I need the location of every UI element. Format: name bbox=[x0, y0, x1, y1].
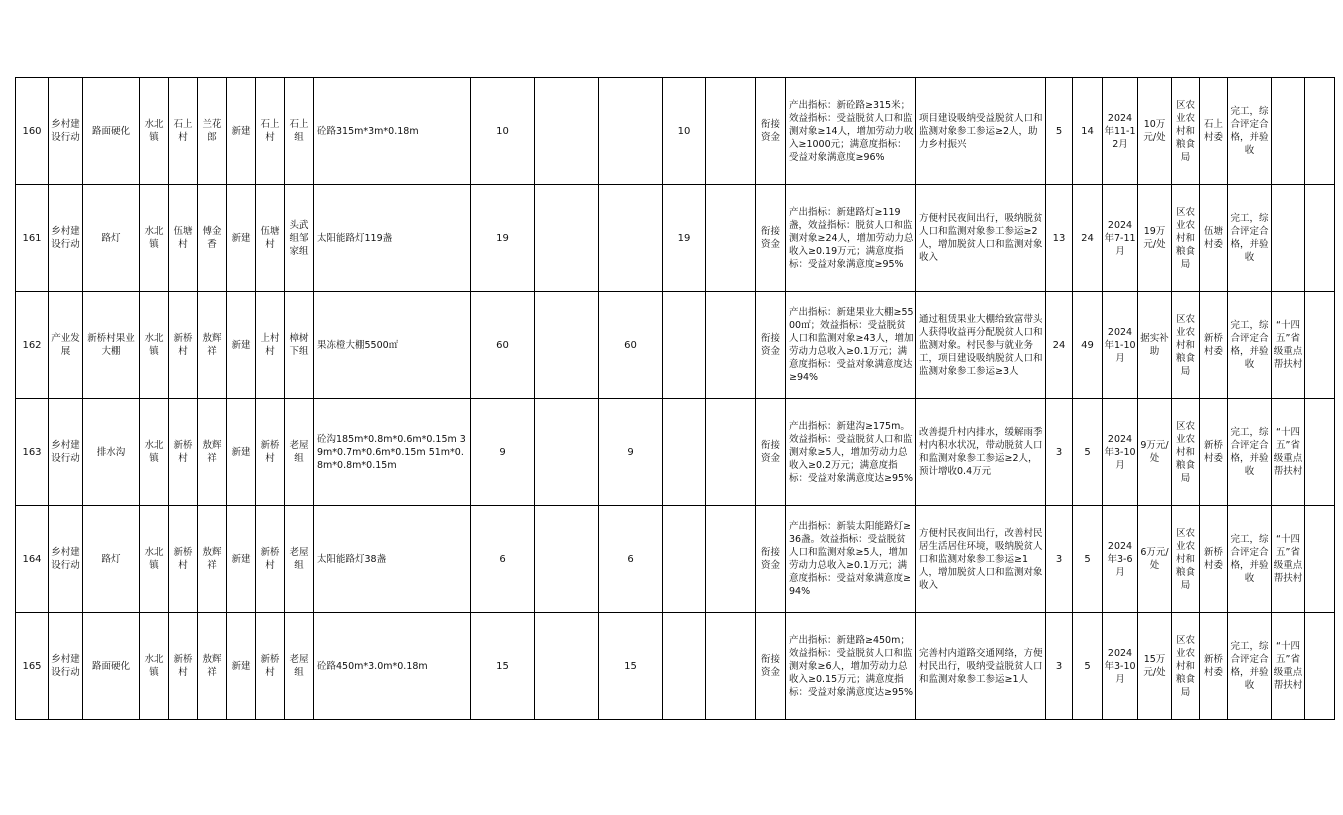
site-group-cell: 老屋组 bbox=[285, 506, 314, 613]
site-group-cell: 老屋组 bbox=[285, 613, 314, 720]
fund-column-3-cell bbox=[663, 506, 706, 613]
site-group-cell: 石上组 bbox=[285, 78, 314, 185]
implementing-unit-cell: 新桥村委 bbox=[1200, 506, 1228, 613]
responsible-dept-cell: 区农业农村和粮食局 bbox=[1172, 185, 1200, 292]
performance-indicators-cell: 产出指标：新建路灯≥119盏，效益指标：脱贫人口和监测对象≥24人，增加劳动力总收入≥0.19万元；满意度指标：受益对象满意度≥95% bbox=[786, 185, 916, 292]
total-investment-cell: 10 bbox=[471, 78, 535, 185]
project-name-cell: 路面硬化 bbox=[83, 613, 140, 720]
category-cell: 乡村建设行动 bbox=[49, 185, 83, 292]
site-group-cell: 老屋组 bbox=[285, 399, 314, 506]
total-investment-cell: 6 bbox=[471, 506, 535, 613]
beneficiary-people-cell: 49 bbox=[1073, 292, 1103, 399]
implementing-unit-cell: 新桥村委 bbox=[1200, 399, 1228, 506]
remark-cell: “十四五”省级重点帮扶村 bbox=[1272, 613, 1305, 720]
benefit-mechanism-cell: 改善提升村内排水，缓解雨季村内积水状况，带动脱贫人口和监测对象参工参运≥2人，预计增收0.4万元 bbox=[916, 399, 1046, 506]
village-cell: 新桥村 bbox=[169, 292, 198, 399]
town-cell: 水北镇 bbox=[140, 613, 169, 720]
fund-column-4-cell bbox=[706, 399, 756, 506]
responsible-dept-cell: 区农业农村和粮食局 bbox=[1172, 399, 1200, 506]
site-village-cell: 石上村 bbox=[256, 78, 285, 185]
fund-column-1-cell bbox=[535, 613, 599, 720]
contact-person-cell: 敖辉祥 bbox=[198, 399, 227, 506]
total-investment-cell: 60 bbox=[471, 292, 535, 399]
village-cell: 伍塘村 bbox=[169, 185, 198, 292]
beneficiary-people-cell: 5 bbox=[1073, 506, 1103, 613]
subsidy-standard-cell: 15万元/处 bbox=[1138, 613, 1172, 720]
acceptance-status-cell: 完工，综合评定合格，并验收 bbox=[1228, 399, 1272, 506]
fund-column-3-cell bbox=[663, 613, 706, 720]
subsidy-standard-cell: 据实补助 bbox=[1138, 292, 1172, 399]
construction-type-cell: 新建 bbox=[227, 506, 256, 613]
site-group-cell: 樟树下组 bbox=[285, 292, 314, 399]
beneficiary-people-cell: 14 bbox=[1073, 78, 1103, 185]
total-investment-cell: 9 bbox=[471, 399, 535, 506]
category-cell: 乡村建设行动 bbox=[49, 78, 83, 185]
row-number: 162 bbox=[16, 292, 49, 399]
implementing-unit-cell: 石上村委 bbox=[1200, 78, 1228, 185]
town-cell: 水北镇 bbox=[140, 78, 169, 185]
row-number: 164 bbox=[16, 506, 49, 613]
implementing-unit-cell: 伍塘村委 bbox=[1200, 185, 1228, 292]
responsible-dept-cell: 区农业农村和粮食局 bbox=[1172, 78, 1200, 185]
total-investment-cell: 19 bbox=[471, 185, 535, 292]
remark-cell bbox=[1272, 78, 1305, 185]
row-number: 161 bbox=[16, 185, 49, 292]
site-village-cell: 伍塘村 bbox=[256, 185, 285, 292]
beneficiary-households-cell: 3 bbox=[1046, 506, 1073, 613]
village-cell: 新桥村 bbox=[169, 506, 198, 613]
category-cell: 乡村建设行动 bbox=[49, 399, 83, 506]
acceptance-status-cell: 完工，综合评定合格，并验收 bbox=[1228, 292, 1272, 399]
responsible-dept-cell: 区农业农村和粮食局 bbox=[1172, 506, 1200, 613]
town-cell: 水北镇 bbox=[140, 292, 169, 399]
fund-column-2-cell: 15 bbox=[599, 613, 663, 720]
village-cell: 新桥村 bbox=[169, 399, 198, 506]
beneficiary-households-cell: 3 bbox=[1046, 399, 1073, 506]
fund-source-cell: 衔接资金 bbox=[756, 399, 786, 506]
construction-period-cell: 2024年1-10月 bbox=[1103, 292, 1138, 399]
site-village-cell: 上村村 bbox=[256, 292, 285, 399]
acceptance-status-cell: 完工，综合评定合格，并验收 bbox=[1228, 78, 1272, 185]
responsible-dept-cell: 区农业农村和粮食局 bbox=[1172, 613, 1200, 720]
beneficiary-households-cell: 3 bbox=[1046, 613, 1073, 720]
benefit-mechanism-cell: 完善村内道路交通网络，方便村民出行，吸纳受益脱贫人口和监测对象参工参运≥1人 bbox=[916, 613, 1046, 720]
subsidy-standard-cell: 19万元/处 bbox=[1138, 185, 1172, 292]
construction-type-cell: 新建 bbox=[227, 399, 256, 506]
fund-source-cell: 衔接资金 bbox=[756, 506, 786, 613]
contact-person-cell: 敖辉祥 bbox=[198, 292, 227, 399]
performance-indicators-cell: 产出指标：新建路≥450m；效益指标：受益脱贫人口和监测对象≥6人，增加劳动力总收入≥0.15万元；满意度指标：受益对象满意度达≥95% bbox=[786, 613, 916, 720]
table-row bbox=[16, 185, 1335, 292]
project-name-cell: 新桥村果业大棚 bbox=[83, 292, 140, 399]
fund-column-4-cell bbox=[706, 185, 756, 292]
table-row bbox=[16, 506, 1335, 613]
empty-cell bbox=[1305, 613, 1335, 720]
remark-cell bbox=[1272, 185, 1305, 292]
construction-content-cell: 砼沟185m*0.8m*0.6m*0.15m 39m*0.7m*0.6m*0.15m 51m*0.8m*0.8m*0.15m bbox=[314, 399, 471, 506]
subsidy-standard-cell: 9万元/处 bbox=[1138, 399, 1172, 506]
town-cell: 水北镇 bbox=[140, 506, 169, 613]
table-row bbox=[16, 613, 1335, 720]
project-name-cell: 路灯 bbox=[83, 185, 140, 292]
construction-period-cell: 2024年3-10月 bbox=[1103, 613, 1138, 720]
acceptance-status-cell: 完工，综合评定合格，并验收 bbox=[1228, 506, 1272, 613]
table-row bbox=[16, 399, 1335, 506]
fund-column-2-cell: 60 bbox=[599, 292, 663, 399]
beneficiary-people-cell: 24 bbox=[1073, 185, 1103, 292]
construction-period-cell: 2024年3-10月 bbox=[1103, 399, 1138, 506]
construction-type-cell: 新建 bbox=[227, 185, 256, 292]
fund-source-cell: 衔接资金 bbox=[756, 292, 786, 399]
contact-person-cell: 傅金香 bbox=[198, 185, 227, 292]
contact-person-cell: 兰花郎 bbox=[198, 78, 227, 185]
construction-content-cell: 砼路450m*3.0m*0.18m bbox=[314, 613, 471, 720]
implementing-unit-cell: 新桥村委 bbox=[1200, 613, 1228, 720]
subsidy-standard-cell: 10万元/处 bbox=[1138, 78, 1172, 185]
site-village-cell: 新桥村 bbox=[256, 613, 285, 720]
beneficiary-households-cell: 13 bbox=[1046, 185, 1073, 292]
construction-period-cell: 2024年7-11月 bbox=[1103, 185, 1138, 292]
construction-type-cell: 新建 bbox=[227, 78, 256, 185]
fund-column-1-cell bbox=[535, 185, 599, 292]
village-cell: 石上村 bbox=[169, 78, 198, 185]
row-number: 163 bbox=[16, 399, 49, 506]
project-name-cell: 排水沟 bbox=[83, 399, 140, 506]
fund-source-cell: 衔接资金 bbox=[756, 78, 786, 185]
remark-cell: “十四五”省级重点帮扶村 bbox=[1272, 399, 1305, 506]
remark-cell: “十四五”省级重点帮扶村 bbox=[1272, 292, 1305, 399]
beneficiary-people-cell: 5 bbox=[1073, 613, 1103, 720]
category-cell: 产业发展 bbox=[49, 292, 83, 399]
fund-column-2-cell: 9 bbox=[599, 399, 663, 506]
town-cell: 水北镇 bbox=[140, 185, 169, 292]
town-cell: 水北镇 bbox=[140, 399, 169, 506]
table-row bbox=[16, 78, 1335, 185]
table-row bbox=[16, 292, 1335, 399]
construction-type-cell: 新建 bbox=[227, 613, 256, 720]
category-cell: 乡村建设行动 bbox=[49, 613, 83, 720]
beneficiary-households-cell: 24 bbox=[1046, 292, 1073, 399]
empty-cell bbox=[1305, 399, 1335, 506]
project-name-cell: 路灯 bbox=[83, 506, 140, 613]
empty-cell bbox=[1305, 185, 1335, 292]
fund-source-cell: 衔接资金 bbox=[756, 613, 786, 720]
empty-cell bbox=[1305, 78, 1335, 185]
performance-indicators-cell: 产出指标：新砼路≥315米；效益指标：受益脱贫人口和监测对象≥14人，增加劳动力收入≥1000元；满意度指标：受益对象满意度≥96% bbox=[786, 78, 916, 185]
benefit-mechanism-cell: 方便村民夜间出行，改善村民居生活居住环境，吸纳脱贫人口和监测对象参工参运≥1人，增加脱贫人口和监测对象收入 bbox=[916, 506, 1046, 613]
fund-column-1-cell bbox=[535, 506, 599, 613]
beneficiary-people-cell: 5 bbox=[1073, 399, 1103, 506]
acceptance-status-cell: 完工，综合评定合格，并验收 bbox=[1228, 185, 1272, 292]
acceptance-status-cell: 完工，综合评定合格，并验收 bbox=[1228, 613, 1272, 720]
performance-indicators-cell: 产出指标：新建沟≥175m。效益指标：受益脱贫人口和监测对象≥5人，增加劳动力总收入≥0.2万元；满意度指标：受益对象满意度达≥95% bbox=[786, 399, 916, 506]
fund-column-3-cell bbox=[663, 399, 706, 506]
fund-column-1-cell bbox=[535, 78, 599, 185]
fund-column-3-cell: 19 bbox=[663, 185, 706, 292]
fund-column-4-cell bbox=[706, 506, 756, 613]
fund-source-cell: 衔接资金 bbox=[756, 185, 786, 292]
construction-content-cell: 太阳能路灯38盏 bbox=[314, 506, 471, 613]
benefit-mechanism-cell: 方便村民夜间出行，吸纳脱贫人口和监测对象参工参运≥2人，增加脱贫人口和监测对象收入 bbox=[916, 185, 1046, 292]
implementing-unit-cell: 新桥村委 bbox=[1200, 292, 1228, 399]
contact-person-cell: 敖辉祥 bbox=[198, 613, 227, 720]
fund-column-4-cell bbox=[706, 613, 756, 720]
project-table bbox=[15, 77, 1335, 720]
village-cell: 新桥村 bbox=[169, 613, 198, 720]
site-village-cell: 新桥村 bbox=[256, 399, 285, 506]
fund-column-2-cell bbox=[599, 185, 663, 292]
fund-column-3-cell bbox=[663, 292, 706, 399]
construction-content-cell: 果冻橙大棚5500㎡ bbox=[314, 292, 471, 399]
construction-content-cell: 太阳能路灯119盏 bbox=[314, 185, 471, 292]
fund-column-1-cell bbox=[535, 399, 599, 506]
total-investment-cell: 15 bbox=[471, 613, 535, 720]
empty-cell bbox=[1305, 506, 1335, 613]
benefit-mechanism-cell: 通过租赁果业大棚给致富带头人获得收益再分配脱贫人口和监测对象。村民参与就业务工，项目建设吸纳脱贫人口和监测对象参工参运≥3人 bbox=[916, 292, 1046, 399]
beneficiary-households-cell: 5 bbox=[1046, 78, 1073, 185]
site-village-cell: 新桥村 bbox=[256, 506, 285, 613]
benefit-mechanism-cell: 项目建设吸纳受益脱贫人口和监测对象参工参运≥2人，助力乡村振兴 bbox=[916, 78, 1046, 185]
fund-column-3-cell: 10 bbox=[663, 78, 706, 185]
empty-cell bbox=[1305, 292, 1335, 399]
fund-column-4-cell bbox=[706, 292, 756, 399]
contact-person-cell: 敖辉祥 bbox=[198, 506, 227, 613]
construction-period-cell: 2024年11-12月 bbox=[1103, 78, 1138, 185]
subsidy-standard-cell: 6万元/处 bbox=[1138, 506, 1172, 613]
performance-indicators-cell: 产出指标：新建果业大棚≥5500㎡；效益指标：受益脱贫人口和监测对象≥43人，增加劳动力总收入≥0.1万元；满意度指标：受益对象满意度达≥94% bbox=[786, 292, 916, 399]
construction-content-cell: 砼路315m*3m*0.18m bbox=[314, 78, 471, 185]
project-name-cell: 路面硬化 bbox=[83, 78, 140, 185]
remark-cell: “十四五”省级重点帮扶村 bbox=[1272, 506, 1305, 613]
row-number: 165 bbox=[16, 613, 49, 720]
site-group-cell: 头武组邹家组 bbox=[285, 185, 314, 292]
fund-column-2-cell bbox=[599, 78, 663, 185]
construction-period-cell: 2024年3-6月 bbox=[1103, 506, 1138, 613]
category-cell: 乡村建设行动 bbox=[49, 506, 83, 613]
fund-column-2-cell: 6 bbox=[599, 506, 663, 613]
fund-column-1-cell bbox=[535, 292, 599, 399]
responsible-dept-cell: 区农业农村和粮食局 bbox=[1172, 292, 1200, 399]
construction-type-cell: 新建 bbox=[227, 292, 256, 399]
performance-indicators-cell: 产出指标：新装太阳能路灯≥36盏。效益指标：受益脱贫人口和监测对象≥5人，增加劳动力总收入≥0.1万元；满意度指标：受益对象满意度≥94% bbox=[786, 506, 916, 613]
fund-column-4-cell bbox=[706, 78, 756, 185]
row-number: 160 bbox=[16, 78, 49, 185]
